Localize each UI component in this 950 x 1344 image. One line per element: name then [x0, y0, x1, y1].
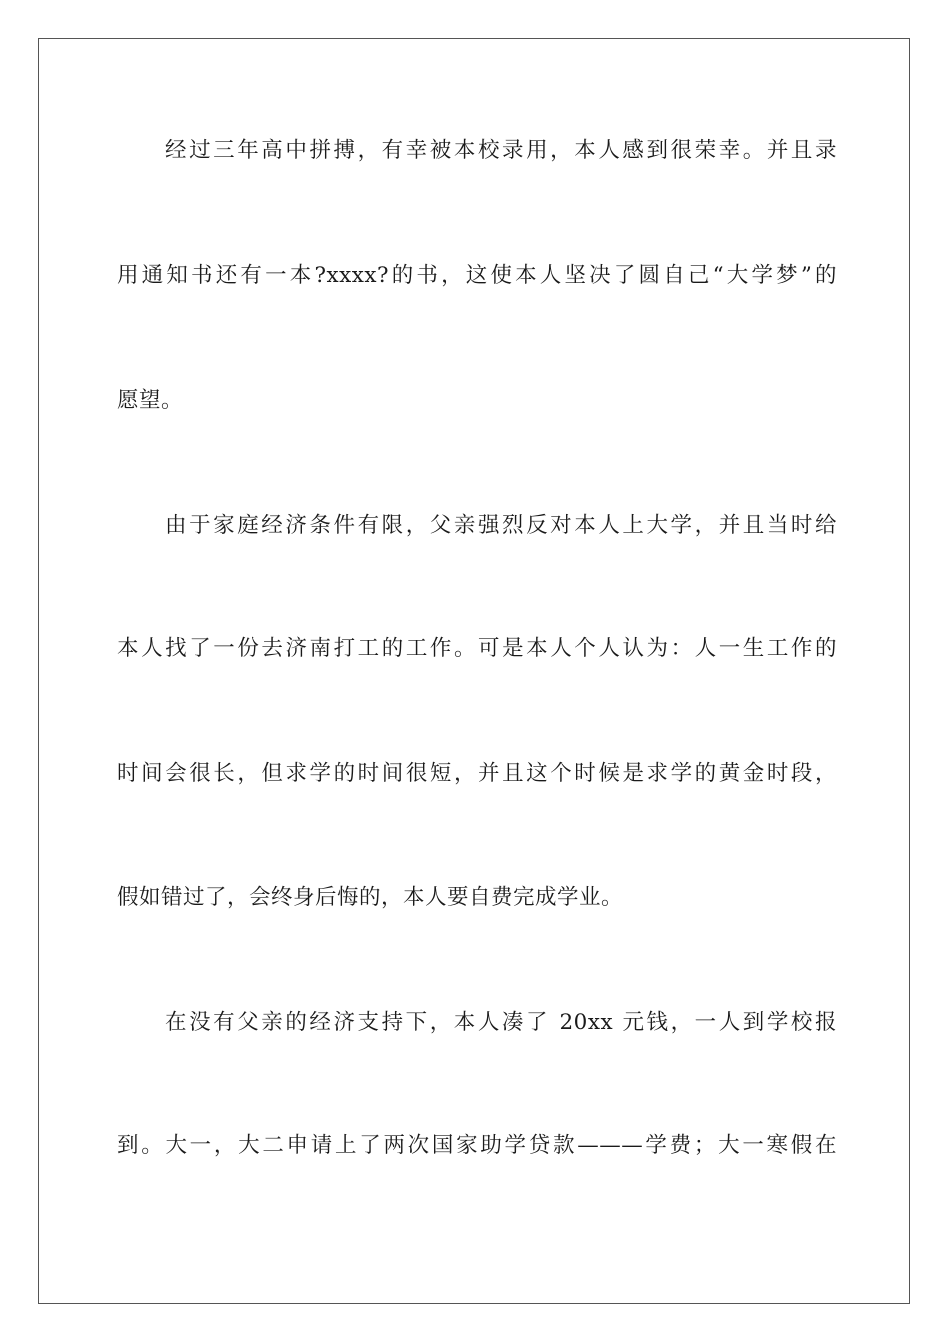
- paragraph-3-line-1: 在没有父亲的经济支持下，本人凑了 20xx 元钱，一人到学校报: [165, 1010, 837, 1035]
- paragraph-2-line-3: 时间会很长，但求学的时间很短，并且这个时候是求学的黄金时段，: [117, 761, 837, 786]
- paragraph-3-line-2: 到。大一，大二申请上了两次国家助学贷款———学费；大一寒假在: [117, 1133, 837, 1158]
- paragraph-2-line-1: 由于家庭经济条件有限，父亲强烈反对本人上大学，并且当时给: [165, 513, 837, 538]
- paragraph-2-line-4: 假如错过了，会终身后悔的，本人要自费完成学业。: [117, 885, 624, 910]
- paragraph-2-line-2: 本人找了一份去济南打工的工作。可是本人个人认为：人一生工作的: [117, 636, 837, 661]
- paragraph-1-line-2: 用通知书还有一本?xxxx?的书，这使本人坚决了圆自己“大学梦”的: [117, 263, 837, 288]
- page-border: [38, 38, 910, 1304]
- paragraph-1-line-1: 经过三年高中拼搏，有幸被本校录用，本人感到很荣幸。并且录: [165, 138, 837, 163]
- paragraph-1-line-3: 愿望。: [117, 388, 184, 413]
